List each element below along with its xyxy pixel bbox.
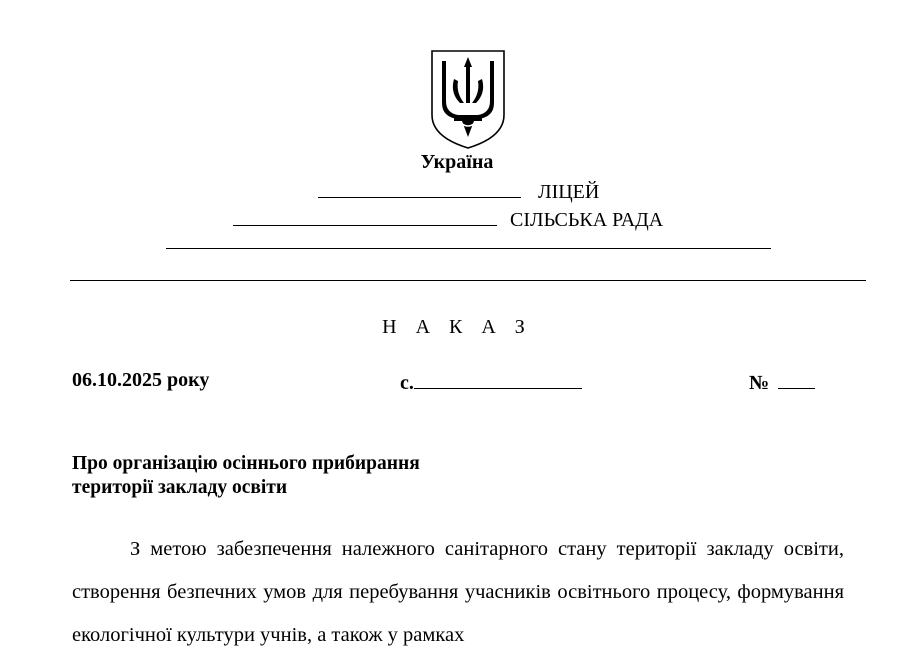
- order-subject: [72, 452, 420, 500]
- settlement-prefix: с.: [400, 372, 414, 394]
- number-blank: [778, 369, 815, 389]
- trident-coat-of-arms-icon: [430, 45, 506, 150]
- header-separator: [70, 280, 866, 281]
- institution-name-blank: [318, 178, 521, 198]
- settlement-field: [400, 369, 582, 395]
- number-prefix: №: [749, 372, 770, 394]
- order-title: Н А К А З: [382, 316, 532, 338]
- institution-type: ЛІЦЕЙ: [538, 181, 600, 203]
- institution-line: [318, 178, 599, 204]
- order-date: 06.10.2025 року: [72, 369, 210, 391]
- council-line: [233, 206, 663, 232]
- header-blank-line: [166, 248, 771, 249]
- body-paragraph: З метою забезпечення належного санітарного стану території закладу освіти, створення безпечних умов для перебування учасників освітнього процесу, формування екологічної культури учнів, а також у рамках: [72, 538, 844, 646]
- council-type: СІЛЬСЬКА РАДА: [510, 209, 664, 231]
- country-name: Україна: [420, 151, 494, 173]
- council-name-blank: [233, 206, 497, 226]
- order-body: [72, 528, 844, 657]
- order-number-field: [749, 369, 815, 395]
- subject-line-1: Про організацію осіннього прибирання: [72, 453, 420, 474]
- settlement-blank: [414, 369, 582, 389]
- subject-line-2: території закладу освіти: [72, 477, 288, 498]
